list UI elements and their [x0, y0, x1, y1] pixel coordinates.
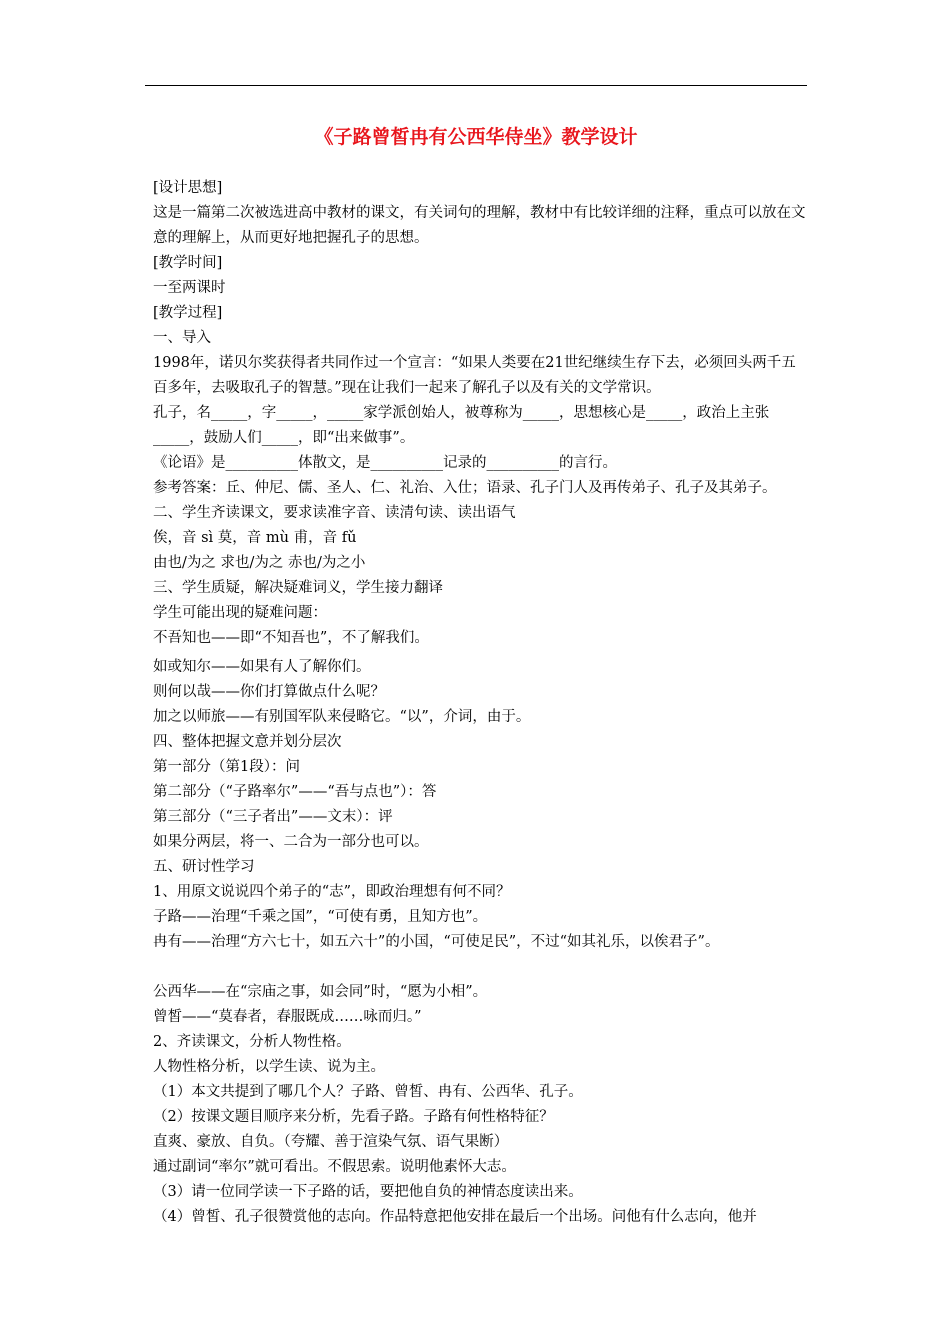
- text-line: 公西华——在“宗庙之事，如会同”时，“愿为小相”。: [153, 984, 488, 1000]
- text-line: 第二部分（“子路率尔”——“吾与点也”）：答: [153, 784, 437, 800]
- text-line: [教学时间]: [153, 255, 223, 271]
- text-line: 第一部分（第1段）：问: [153, 759, 300, 775]
- text-line: 一、导入: [153, 330, 211, 346]
- text-line: 一至两课时: [153, 280, 226, 296]
- text-line: 1、用原文说说四个弟子的“志”，即政治理想有何不同？: [153, 884, 511, 900]
- text-line: 曾皙——“莫春者，春服既成……咏而归。”: [153, 1009, 422, 1025]
- text-line: （3）请一位同学读一下子路的话，要把他自负的神情态度读出来。: [153, 1184, 583, 1200]
- text-line: （2）按课文题目顺序来分析，先看子路。子路有何性格特征？: [153, 1109, 554, 1125]
- text-line: 直爽、豪放、自负。（夸耀、善于渲染气氛、语气果断）: [153, 1134, 509, 1150]
- text-line: 三、学生质疑，解决疑难词义，学生接力翻译: [153, 580, 443, 596]
- text-line: 通过副词“率尔”就可看出。不假思索。说明他素怀大志。: [153, 1159, 516, 1175]
- text-line: [教学过程]: [153, 305, 223, 321]
- page-title: 《子路曾皙冉有公西华侍坐》教学设计: [314, 126, 638, 148]
- text-line: 不吾知也——即“不知吾也”，不了解我们。: [153, 630, 429, 646]
- header-rule: [145, 85, 807, 86]
- text-line: [设计思想]: [153, 180, 223, 196]
- text-line: 人物性格分析，以学生读、说为主。: [153, 1059, 385, 1075]
- text-line: 二、学生齐读课文，要求读准字音、读清句读、读出语气: [153, 505, 516, 521]
- text-line: 第三部分（“三子者出”——文末）：评: [153, 809, 393, 825]
- text-line: 2、齐读课文，分析人物性格。: [153, 1034, 351, 1050]
- text-paragraph: 这是一篇第二次被选进高中教材的课文，有关词句的理解，教材中有比较详细的注释，重点可以放在文意的理解上，从而更好地把握孔子的思想。: [153, 205, 806, 246]
- text-line: 加之以师旅——有别国军队来侵略它。“以”，介词，由于。: [153, 709, 531, 725]
- text-line: （4）曾皙、孔子很赞赏他的志向。作品特意把他安排在最后一个出场。问他有什么志向，他并: [153, 1209, 757, 1225]
- text-line: （1）本文共提到了哪几个人？子路、曾皙、冉有、公西华、孔子。: [153, 1084, 583, 1100]
- text-line: 俟，音 sì 莫，音 mù 甫，音 fǔ: [153, 530, 357, 546]
- text-paragraph: 冉有——治理“方六七十，如五六十”的小国，“可使足民”，不过“如其礼乐，以俟君子”。: [153, 934, 720, 950]
- text-paragraph: 孔子，名_____，字_____，_____家学派创始人，被尊称为_____，思想核心是_____，政治上主张_____，鼓励人们_____，即“出来做事”。: [153, 405, 770, 446]
- text-line: 学生可能出现的疑难问题：: [153, 605, 327, 621]
- text-line: 五、研讨性学习: [153, 859, 255, 875]
- text-line: 四、整体把握文意并划分层次: [153, 734, 342, 750]
- text-line: 子路——治理“千乘之国”，“可使有勇，且知方也”。: [153, 909, 488, 925]
- text-line: 《论语》是__________体散文，是__________记录的__________的言行。: [153, 455, 617, 471]
- text-line: 如果分两层，将一、二合为一部分也可以。: [153, 834, 429, 850]
- text-line: 如或知尔——如果有人了解你们。: [153, 659, 371, 675]
- text-paragraph: 1998年，诺贝尔奖获得者共同作过一个宣言：“如果人类要在21世纪继续生存下去，必须回头两千五百多年，去吸取孔子的智慧。”现在让我们一起来了解孔子以及有关的文学常识。: [153, 355, 796, 396]
- document-body: [145, 176, 807, 1230]
- text-line: 则何以哉——你们打算做点什么呢？: [153, 684, 385, 700]
- text-line: 参考答案：丘、仲尼、儒、圣人、仁、礼治、入仕；语录、孔子门人及再传弟子、孔子及其弟子。: [153, 480, 777, 496]
- text-line: 由也/为之 求也/为之 赤也/为之小: [153, 555, 366, 571]
